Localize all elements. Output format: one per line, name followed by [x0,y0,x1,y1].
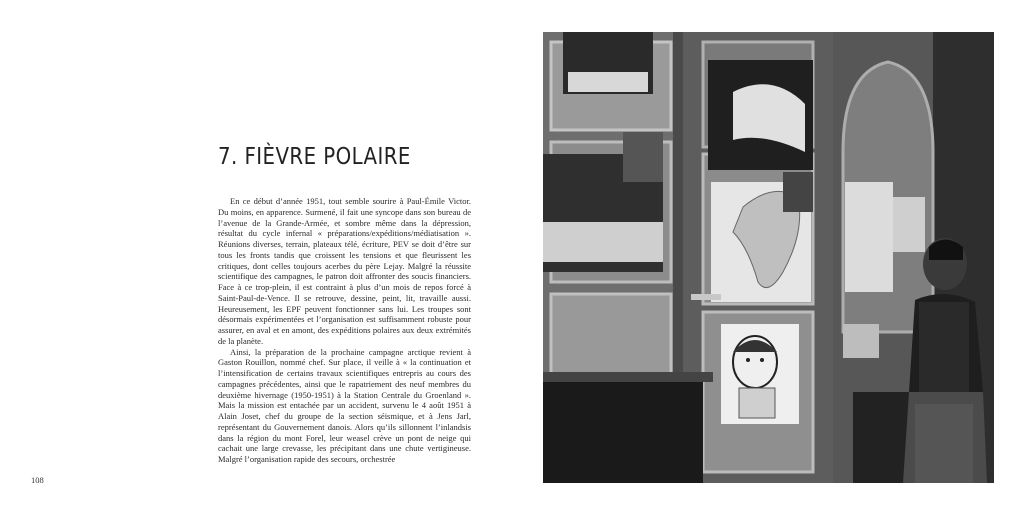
body-text [218,196,471,465]
paragraph: En ce début d’année 1951, tout semble sourire à Paul-Émile Victor. Du moins, en apparence. Surmené, il fait une syncope dans son bureau de l’avenue de la Grande-Armée, et sombre même dans la dépression, résultat du cycle infernal « préparations/expéditions/médiatisation ». Réunions diverses, terrain, plateaux télé, écriture, PEV se doit d’être sur tous les fronts tandis que croissent les tensions et que fleurissent les critiques, dont celles toujours acerbes du père Lejay. Malgré la réussite scientifique des campagnes, le patron doit affronter des soucis financiers. Face à ce trop-plein, il est contraint à plus d’un mois de repos forcé à Saint-Paul-de-Vence. Il se retrouve, dessine, peint, lit, travaille aussi. Heureusement, les EPF peuvent fonctionner sans lui. Les troupes sont désormais expérimentées et l’organisation est suffisamment robuste pour assurer, en aval et en amont, des expéditions polaires aux deux extrémités de la planète. [218,196,471,346]
chapter-title: 7. FIÈVRE POLAIRE [218,144,411,170]
photo-illustration [543,32,994,483]
paragraph: Ainsi, la préparation de la prochaine campagne arctique revient à Gaston Rouillon, nommé chef. Sur place, il veille à « la continuation et l’intensification de certains travaux scientifiques entrepris au cours des campagnes précédentes, ainsi que le rapatriement des neuf membres du deuxième hivernage (1950-1951) à la Station Centrale du Groenland ». Mais la mission est entachée par un accident, survenu le 4 août 1951 à Alain Joset, chef du groupe de la section séismique, et à Jens Jarl, représentant du Gouvernement danois. Alors qu’ils sillonnent l’inlandsis dans la région du mont Forel, leur weasel crève un pont de neige qui cachait une large crevasse, les précipitant dans une chute vertigineuse. Malgré l’organisation rapide des secours, orchestrée [218,346,471,464]
archival-photograph [543,32,994,483]
page-number: 108 [31,475,44,485]
